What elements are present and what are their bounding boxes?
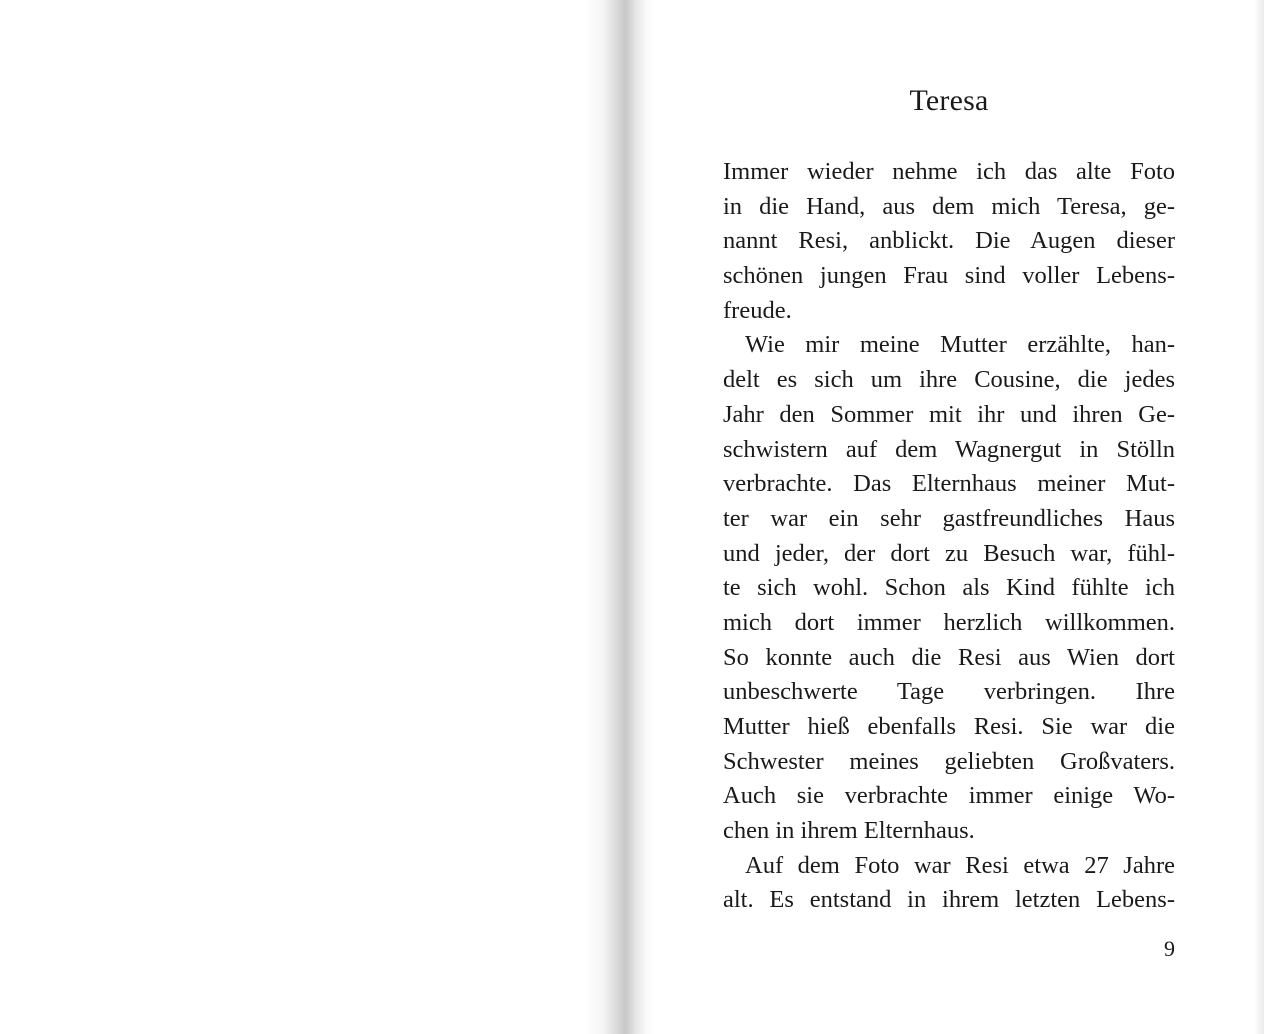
text-line: Auch sie verbrachte immer einige Wo-: [723, 782, 1175, 810]
body-text: [723, 155, 1175, 918]
text-line: alt. Es entstand in ihrem letzten Lebens-: [723, 886, 1175, 914]
page-number: 9: [1164, 936, 1175, 961]
paragraph-2: [723, 328, 1175, 848]
text-line: in die Hand, aus dem mich Teresa, ge-: [723, 192, 1175, 220]
text-line: Immer wieder nehme ich das alte Foto: [723, 158, 1175, 185]
text-line: Schwester meines geliebten Großvaters.: [723, 747, 1175, 775]
text-line: nannt Resi, anblickt. Die Augen dieser: [723, 227, 1175, 255]
text-line: mich dort immer herzlich willkommen.: [723, 608, 1175, 636]
page-edge-shadow: [1254, 0, 1264, 1034]
text-line: schwistern auf dem Wagnergut in Stölln: [723, 435, 1175, 463]
paragraph-1: [723, 155, 1175, 328]
text-line: Mutter hieß ebenfalls Resi. Sie war die: [723, 713, 1175, 740]
text-line: unbeschwerte Tage verbringen. Ihre: [723, 678, 1175, 706]
text-line: Auf dem Foto war Resi etwa 27 Jahre: [745, 851, 1175, 879]
text-line: delt es sich um ihre Cousine, die jedes: [723, 366, 1175, 394]
text-line: chen in ihrem Elternhaus.: [723, 817, 975, 845]
text-line: So konnte auch die Resi aus Wien dort: [723, 643, 1175, 671]
chapter-title: Teresa: [909, 84, 989, 117]
text-line: ter war ein sehr gastfreundliches Haus: [723, 504, 1175, 532]
text-line: te sich wohl. Schon als Kind fühlte ich: [723, 574, 1175, 602]
text-line: und jeder, der dort zu Besuch war, fühl-: [723, 539, 1175, 567]
left-page-blank: [0, 0, 612, 1034]
text-line: schönen jungen Frau sind voller Lebens-: [723, 262, 1175, 290]
text-line: freude.: [723, 296, 792, 324]
text-line: Jahr den Sommer mit ihr und ihren Ge-: [723, 400, 1175, 428]
text-line: verbrachte. Das Elternhaus meiner Mut-: [723, 470, 1175, 498]
paragraph-3: [723, 849, 1175, 918]
text-line: Wie mir meine Mutter erzählte, han-: [745, 331, 1175, 359]
book-gutter-shadow: [585, 0, 655, 1034]
